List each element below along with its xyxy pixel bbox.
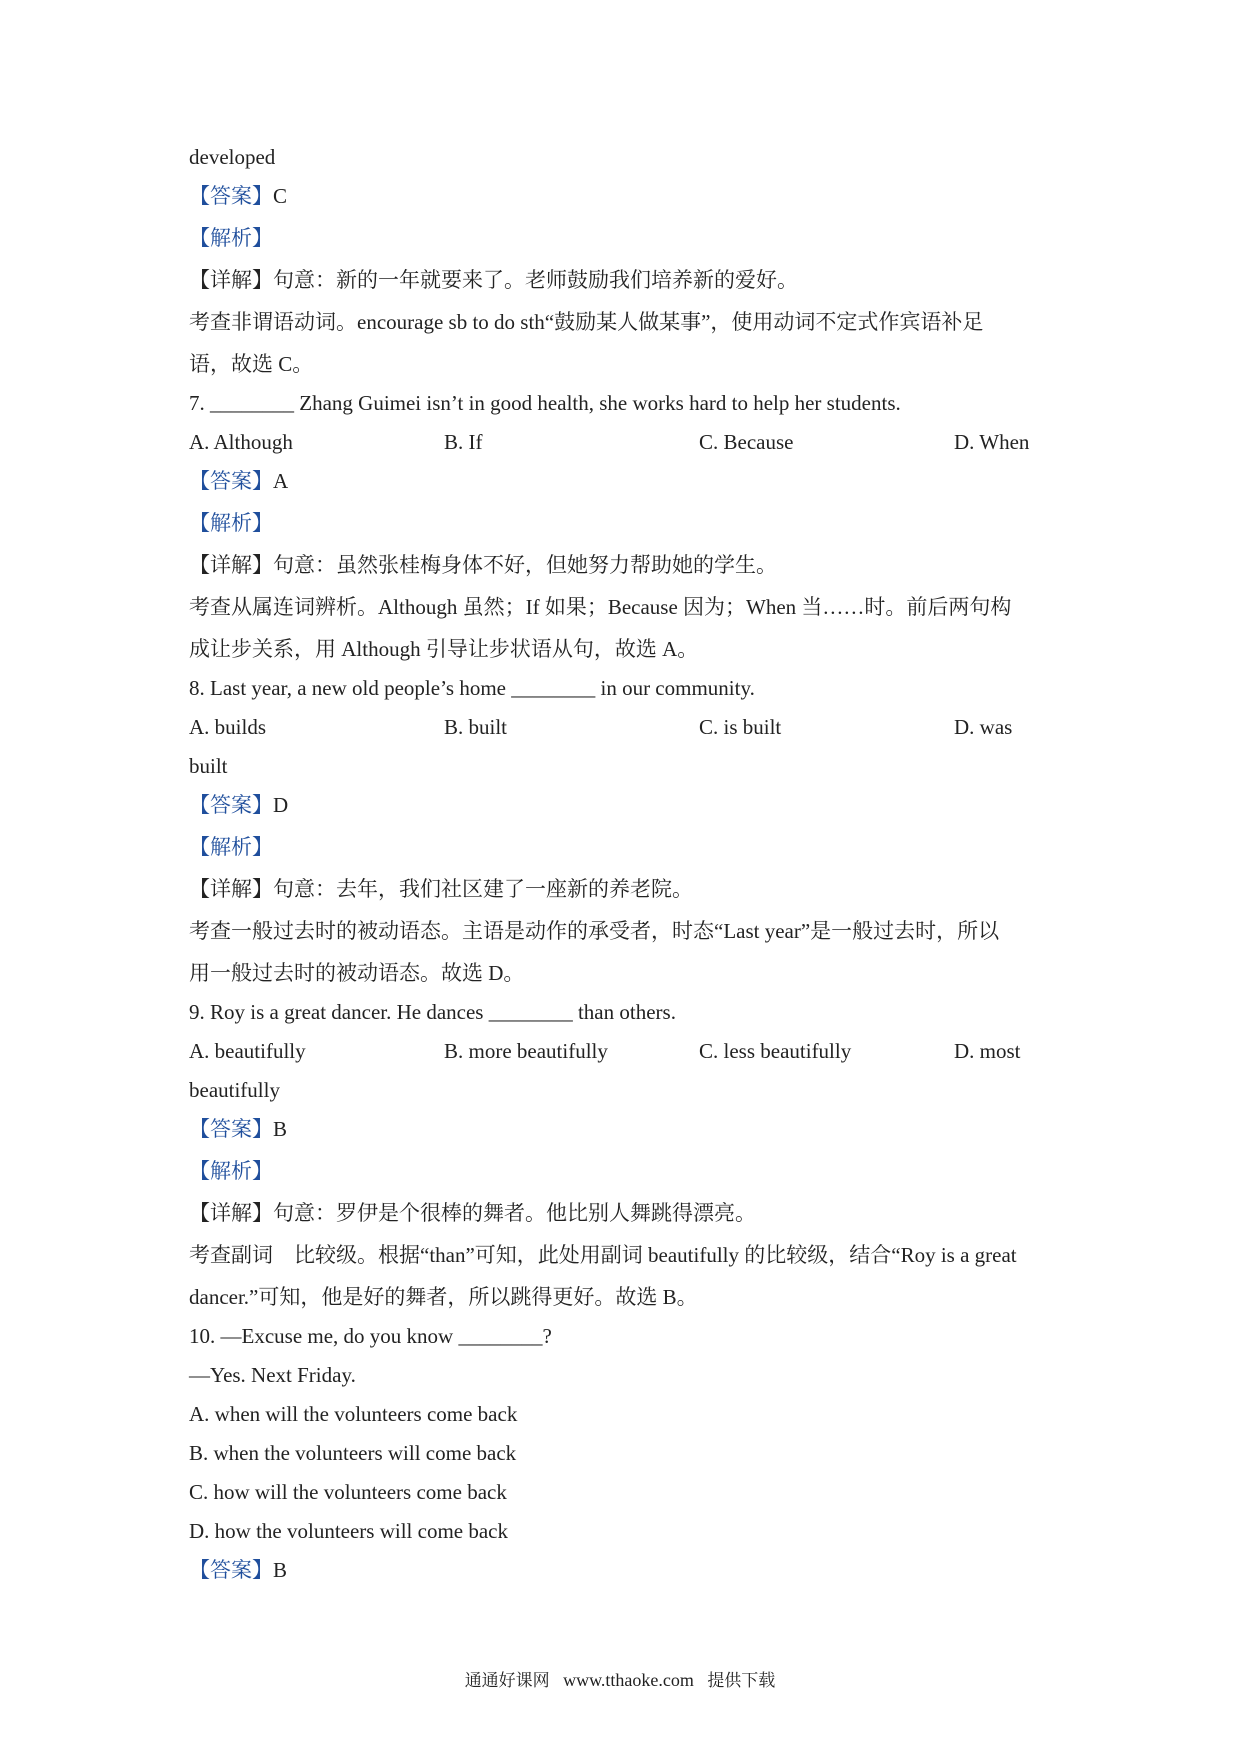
text-line: 考查从属连词辨析。Although 虽然；If 如果；Because 因为；When 当……时。前后两句构 — [189, 595, 1012, 619]
option-item: B. If — [444, 430, 483, 454]
option-row — [189, 715, 1069, 739]
document-body — [189, 145, 1069, 1582]
analysis-heading — [189, 226, 1069, 250]
text-line: 用一般过去时的被动语态。故选 D。 — [189, 961, 525, 985]
text-line: 考查副词 比较级。根据“than”可知，此处用副词 beautifully 的比较级，结合“Roy is a great — [189, 1243, 1017, 1267]
text-line: 【详解】句意：去年，我们社区建了一座新的养老院。 — [189, 877, 693, 901]
text-line: 9. Roy is a great dancer. He dances ________ than others. — [189, 1000, 676, 1024]
page-footer — [0, 1666, 1240, 1691]
section-tag: 【解析】 — [189, 835, 273, 859]
answer-value: B — [273, 1558, 288, 1582]
text-line: beautifully — [189, 1078, 280, 1102]
footer-site-name: 通通好课网 — [464, 1671, 550, 1691]
text-line: 考查一般过去时的被动语态。主语是动作的承受者，时态“Last year”是一般过去时，所以 — [189, 919, 1000, 943]
footer-url[interactable]: www.tthaoke.com — [563, 1670, 694, 1690]
answer-value: D — [273, 793, 289, 817]
option-item: B. built — [444, 715, 508, 739]
text-line: 【详解】句意：新的一年就要来了。老师鼓励我们培养新的爱好。 — [189, 268, 798, 292]
text-line: 【详解】句意：罗伊是个很棒的舞者。他比别人舞跳得漂亮。 — [189, 1201, 756, 1225]
section-tag: 【解析】 — [189, 1159, 273, 1183]
text-line: 考查非谓语动词。encourage sb to do sth“鼓励某人做某事”，使用动词不定式作宾语补足 — [189, 310, 984, 334]
answer-value: C — [273, 184, 288, 208]
section-tag: 【解析】 — [189, 226, 273, 250]
text-line: dancer.”可知，他是好的舞者，所以跳得更好。故选 B。 — [189, 1285, 698, 1309]
option-item: A. builds — [189, 715, 267, 739]
section-tag: 【答案】 — [189, 184, 273, 208]
option-item: C. less beautifully — [699, 1039, 852, 1063]
text-line: built — [189, 754, 228, 778]
answer-line — [189, 1117, 1069, 1141]
section-tag: 【答案】 — [189, 469, 273, 493]
text-line: 10. —Excuse me, do you know ________? — [189, 1324, 552, 1348]
option-item: A. Although — [189, 430, 293, 454]
option-item: D. most — [954, 1039, 1021, 1063]
text-line: C. how will the volunteers come back — [189, 1480, 507, 1504]
answer-line — [189, 184, 1069, 208]
text-line: developed — [189, 145, 276, 169]
option-item: D. When — [954, 430, 1030, 454]
section-tag: 【解析】 — [189, 511, 273, 535]
answer-value: B — [273, 1117, 288, 1141]
text-line: 7. ________ Zhang Guimei isn’t in good health, she works hard to help her students. — [189, 391, 901, 415]
text-line: B. when the volunteers will come back — [189, 1441, 517, 1465]
option-item: D. was — [954, 715, 1013, 739]
analysis-heading — [189, 1159, 1069, 1183]
analysis-heading — [189, 511, 1069, 535]
answer-line — [189, 1558, 1069, 1582]
answer-value: A — [273, 469, 289, 493]
section-tag: 【答案】 — [189, 1558, 273, 1582]
text-line: 成让步关系，用 Although 引导让步状语从句，故选 A。 — [189, 637, 699, 661]
text-line: 8. Last year, a new old people’s home ________ in our community. — [189, 676, 755, 700]
option-item: B. more beautifully — [444, 1039, 608, 1063]
option-row — [189, 430, 1069, 454]
option-item: C. is built — [699, 715, 782, 739]
text-line: A. when will the volunteers come back — [189, 1402, 518, 1426]
analysis-heading — [189, 835, 1069, 859]
section-tag: 【答案】 — [189, 793, 273, 817]
option-item: C. Because — [699, 430, 794, 454]
text-line: —Yes. Next Friday. — [189, 1363, 356, 1387]
answer-line — [189, 469, 1069, 493]
answer-line — [189, 793, 1069, 817]
option-row — [189, 1039, 1069, 1063]
text-line: 【详解】句意：虽然张桂梅身体不好，但她努力帮助她的学生。 — [189, 553, 777, 577]
footer-download-text: 提供下载 — [707, 1671, 776, 1691]
text-line: D. how the volunteers will come back — [189, 1519, 508, 1543]
text-line: 语，故选 C。 — [189, 352, 314, 376]
option-item: A. beautifully — [189, 1039, 306, 1063]
section-tag: 【答案】 — [189, 1117, 273, 1141]
